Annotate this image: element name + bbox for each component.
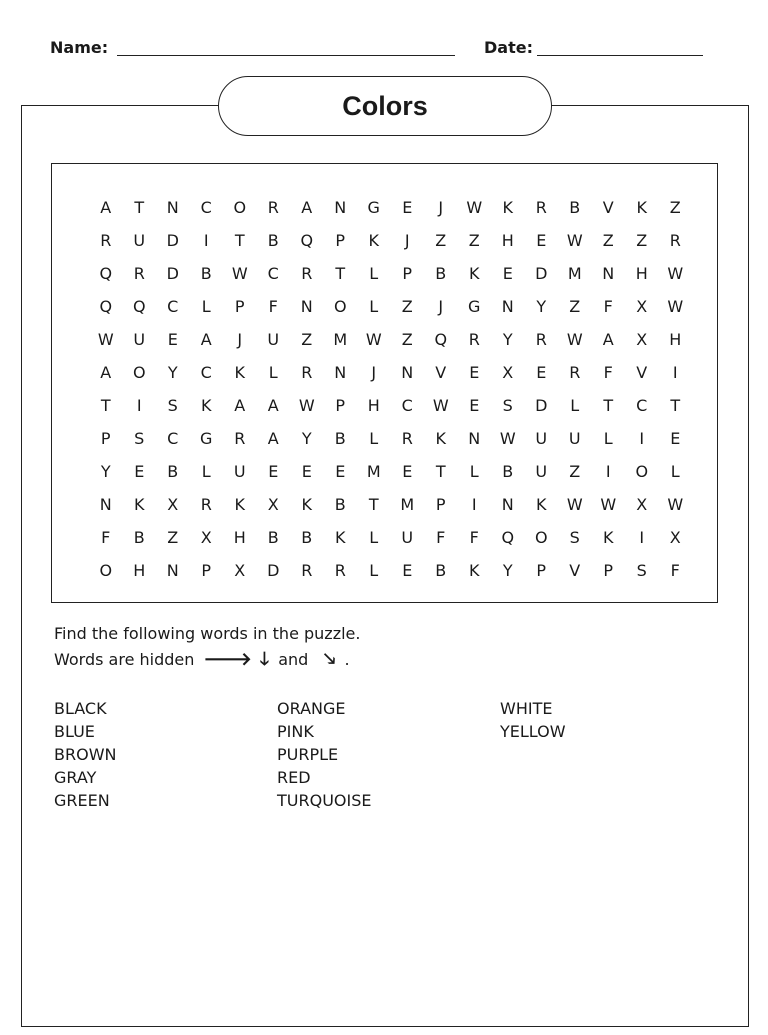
grid-cell[interactable]: Z xyxy=(468,231,480,250)
word-item: BLACK xyxy=(54,699,107,718)
grid-cell[interactable]: W xyxy=(466,198,483,217)
grid-cell[interactable]: C xyxy=(267,264,279,283)
grid-cell[interactable]: B xyxy=(200,264,212,283)
grid-cell[interactable]: R xyxy=(301,363,313,382)
grid-cell[interactable]: R xyxy=(100,231,112,250)
grid-cell[interactable]: Q xyxy=(501,528,515,547)
grid-cell[interactable]: E xyxy=(469,363,480,382)
grid-cell[interactable]: L xyxy=(369,429,379,448)
grid-cell[interactable]: A xyxy=(602,330,614,349)
grid-cell[interactable]: K xyxy=(469,561,480,580)
grid-row xyxy=(89,524,692,557)
grid-cell[interactable]: E xyxy=(402,561,413,580)
grid-cell[interactable]: U xyxy=(535,429,548,448)
grid-cell[interactable]: D xyxy=(267,561,280,580)
grid-cell[interactable]: I xyxy=(136,396,142,415)
grid-cell[interactable]: Z xyxy=(435,231,447,250)
grid-cell[interactable]: Q xyxy=(99,264,113,283)
grid-cell[interactable]: D xyxy=(166,231,179,250)
grid-cell[interactable]: R xyxy=(267,198,279,217)
grid-cell[interactable]: P xyxy=(536,561,547,580)
grid-cell[interactable]: X xyxy=(636,330,648,349)
grid-cell[interactable]: T xyxy=(234,231,245,250)
grid-cell[interactable]: R xyxy=(535,330,547,349)
grid-cell[interactable]: W xyxy=(566,231,583,250)
grid-cell[interactable]: S xyxy=(502,396,513,415)
grid-cell[interactable]: E xyxy=(402,198,413,217)
page-title: Colors xyxy=(218,76,552,136)
grid-row xyxy=(89,359,692,392)
grid-cell[interactable]: T xyxy=(368,495,379,514)
grid-cell[interactable]: U xyxy=(133,330,146,349)
grid-cell[interactable]: E xyxy=(670,429,681,448)
grid-cell[interactable]: Z xyxy=(602,231,614,250)
grid-cell[interactable]: F xyxy=(268,297,278,316)
date-label: Date: xyxy=(484,38,533,57)
grid-cell[interactable]: N xyxy=(501,495,514,514)
grid-cell[interactable]: U xyxy=(535,462,548,481)
grid-cell[interactable]: W xyxy=(499,429,516,448)
grid-cell[interactable]: V xyxy=(602,198,614,217)
grid-cell[interactable]: U xyxy=(568,429,581,448)
grid-cell[interactable]: R xyxy=(334,561,346,580)
grid-cell[interactable]: Q xyxy=(99,297,113,316)
grid-cell[interactable]: L xyxy=(201,462,211,481)
grid-cell[interactable]: N xyxy=(602,264,615,283)
grid-cell[interactable]: Q xyxy=(434,330,448,349)
grid-cell[interactable]: R xyxy=(535,198,547,217)
grid-cell[interactable]: T xyxy=(134,198,145,217)
grid-cell[interactable]: U xyxy=(401,528,414,547)
grid-cell[interactable]: C xyxy=(167,429,179,448)
grid-cell[interactable]: Z xyxy=(669,198,681,217)
grid-cell[interactable]: R xyxy=(301,264,313,283)
grid-cell[interactable]: H xyxy=(367,396,380,415)
grid-cell[interactable]: L xyxy=(369,264,379,283)
grid-cell[interactable]: K xyxy=(335,528,346,547)
grid-cell[interactable]: L xyxy=(570,396,580,415)
grid-cell[interactable]: F xyxy=(469,528,479,547)
grid-cell[interactable]: S xyxy=(134,429,145,448)
grid-cell[interactable]: F xyxy=(436,528,446,547)
word-item: TURQUOISE xyxy=(277,791,372,810)
grid-cell[interactable]: H xyxy=(233,528,246,547)
grid-row xyxy=(89,425,692,458)
grid-cell[interactable]: K xyxy=(636,198,647,217)
grid-cell[interactable]: X xyxy=(669,528,681,547)
grid-cell[interactable]: L xyxy=(369,297,379,316)
grid-cell[interactable]: H xyxy=(501,231,514,250)
grid-cell[interactable]: Z xyxy=(569,297,581,316)
grid-cell[interactable]: W xyxy=(97,330,114,349)
grid-cell[interactable]: N xyxy=(501,297,514,316)
grid-cell[interactable]: N xyxy=(99,495,112,514)
grid-cell[interactable]: J xyxy=(404,231,410,250)
grid-cell[interactable]: V xyxy=(435,363,447,382)
grid-cell[interactable]: C xyxy=(200,198,212,217)
grid-cell[interactable]: R xyxy=(200,495,212,514)
grid-cell[interactable]: P xyxy=(335,231,346,250)
grid-cell[interactable]: E xyxy=(335,462,346,481)
word-item: BROWN xyxy=(54,745,117,764)
instruction-line-1: Find the following words in the puzzle. xyxy=(54,624,361,643)
grid-cell[interactable]: Z xyxy=(301,330,313,349)
arrow-down-icon: 🡓 xyxy=(259,649,270,670)
grid-cell[interactable]: W xyxy=(566,495,583,514)
grid-cell[interactable]: B xyxy=(334,429,346,448)
instruction-period: . xyxy=(344,650,350,669)
grid-cell[interactable]: X xyxy=(167,495,179,514)
grid-cell[interactable]: X xyxy=(234,561,246,580)
grid-cell[interactable]: Q xyxy=(132,297,146,316)
grid-cell[interactable]: I xyxy=(203,231,209,250)
grid-cell[interactable]: W xyxy=(566,330,583,349)
grid-cell[interactable]: J xyxy=(237,330,243,349)
word-list-column-2 xyxy=(277,698,371,813)
grid-cell[interactable]: W xyxy=(667,264,684,283)
grid-cell[interactable]: K xyxy=(301,495,312,514)
grid-cell[interactable]: S xyxy=(636,561,647,580)
grid-cell[interactable]: S xyxy=(569,528,580,547)
grid-cell[interactable]: K xyxy=(469,264,480,283)
grid-cell[interactable]: A xyxy=(301,198,313,217)
grid-cell[interactable]: L xyxy=(603,429,613,448)
grid-cell[interactable]: H xyxy=(635,264,648,283)
grid-cell[interactable]: X xyxy=(502,363,514,382)
date-line[interactable] xyxy=(537,55,703,56)
grid-cell[interactable]: K xyxy=(234,363,245,382)
word-item: GREEN xyxy=(54,791,110,810)
grid-cell[interactable]: L xyxy=(469,462,479,481)
grid-cell[interactable]: C xyxy=(401,396,413,415)
grid-cell[interactable]: W xyxy=(667,495,684,514)
grid-cell[interactable]: W xyxy=(231,264,248,283)
grid-cell[interactable]: X xyxy=(267,495,279,514)
grid-cell[interactable]: T xyxy=(100,396,111,415)
grid-cell[interactable]: L xyxy=(369,528,379,547)
grid-cell[interactable]: W xyxy=(600,495,617,514)
grid-cell[interactable]: U xyxy=(267,330,280,349)
grid-cell[interactable]: E xyxy=(402,462,413,481)
grid-cell[interactable]: E xyxy=(268,462,279,481)
grid-cell[interactable]: B xyxy=(133,528,145,547)
grid-cell[interactable]: R xyxy=(133,264,145,283)
grid-cell[interactable]: O xyxy=(132,363,146,382)
word-item: GRAY xyxy=(54,768,97,787)
grid-cell[interactable]: G xyxy=(367,198,380,217)
word-list-column-3 xyxy=(500,698,566,744)
grid-cell[interactable]: Y xyxy=(502,330,513,349)
grid-cell[interactable]: I xyxy=(639,528,645,547)
grid-cell[interactable]: R xyxy=(401,429,413,448)
grid-cell[interactable]: L xyxy=(268,363,278,382)
grid-cell[interactable]: P xyxy=(335,396,346,415)
grid-cell[interactable]: I xyxy=(471,495,477,514)
grid-cell[interactable]: A xyxy=(267,396,279,415)
grid-cell[interactable]: P xyxy=(234,297,245,316)
word-list-column-1 xyxy=(54,698,116,813)
grid-cell[interactable]: C xyxy=(636,396,648,415)
instruction-prefix: Words are hidden xyxy=(54,650,195,669)
grid-row xyxy=(89,326,692,359)
grid-cell[interactable]: T xyxy=(435,462,446,481)
grid-cell[interactable]: K xyxy=(603,528,614,547)
grid-cell[interactable]: O xyxy=(635,462,649,481)
grid-cell[interactable]: B xyxy=(301,528,313,547)
grid-cell[interactable]: O xyxy=(99,561,113,580)
grid-cell[interactable]: N xyxy=(468,429,481,448)
grid-cell[interactable]: K xyxy=(435,429,446,448)
grid-cell[interactable]: C xyxy=(167,297,179,316)
grid-cell[interactable]: Y xyxy=(502,561,513,580)
grid-cell[interactable]: R xyxy=(468,330,480,349)
grid-cell[interactable]: J xyxy=(438,297,444,316)
puzzle-grid-box xyxy=(51,163,718,603)
grid-cell[interactable]: B xyxy=(267,231,279,250)
grid-cell[interactable]: F xyxy=(603,363,613,382)
grid-cell[interactable]: D xyxy=(166,264,179,283)
word-item: YELLOW xyxy=(500,722,566,741)
grid-cell[interactable]: E xyxy=(301,462,312,481)
name-label: Name: xyxy=(50,38,109,57)
grid-cell[interactable]: T xyxy=(335,264,346,283)
grid-cell[interactable]: R xyxy=(669,231,681,250)
word-item: PINK xyxy=(277,722,314,741)
letter-grid xyxy=(89,194,692,590)
grid-cell[interactable]: R xyxy=(234,429,246,448)
grid-cell[interactable]: K xyxy=(201,396,212,415)
grid-cell[interactable]: F xyxy=(101,528,111,547)
grid-cell[interactable]: A xyxy=(267,429,279,448)
grid-cell[interactable]: F xyxy=(603,297,613,316)
grid-cell[interactable]: E xyxy=(469,396,480,415)
name-line[interactable] xyxy=(117,55,455,56)
arrow-diagonal-icon: 🡖 xyxy=(323,649,336,670)
grid-cell[interactable]: E xyxy=(502,264,513,283)
grid-cell[interactable]: W xyxy=(365,330,382,349)
grid-cell[interactable]: R xyxy=(569,363,581,382)
grid-cell[interactable]: T xyxy=(603,396,614,415)
grid-cell[interactable]: M xyxy=(366,462,381,481)
grid-cell[interactable]: Z xyxy=(401,297,413,316)
grid-cell[interactable]: M xyxy=(400,495,415,514)
grid-cell[interactable]: W xyxy=(667,297,684,316)
grid-cell[interactable]: P xyxy=(435,495,446,514)
grid-cell[interactable]: Z xyxy=(569,462,581,481)
grid-cell[interactable]: O xyxy=(333,297,347,316)
grid-cell[interactable]: B xyxy=(267,528,279,547)
grid-row xyxy=(89,194,692,227)
grid-row xyxy=(89,392,692,425)
grid-cell[interactable]: Z xyxy=(167,528,179,547)
grid-row xyxy=(89,260,692,293)
grid-cell[interactable]: M xyxy=(567,264,582,283)
grid-cell[interactable]: U xyxy=(133,231,146,250)
grid-cell[interactable]: L xyxy=(369,561,379,580)
grid-row xyxy=(89,227,692,260)
grid-cell[interactable]: W xyxy=(298,396,315,415)
grid-cell[interactable]: Y xyxy=(167,363,178,382)
grid-cell[interactable]: O xyxy=(233,198,247,217)
grid-cell[interactable]: A xyxy=(200,330,212,349)
word-item: RED xyxy=(277,768,311,787)
grid-row xyxy=(89,557,692,590)
grid-cell[interactable]: K xyxy=(502,198,513,217)
grid-cell[interactable]: I xyxy=(672,363,678,382)
grid-cell[interactable]: H xyxy=(133,561,146,580)
grid-row xyxy=(89,491,692,524)
grid-cell[interactable]: Y xyxy=(301,429,312,448)
grid-cell[interactable]: I xyxy=(605,462,611,481)
grid-row xyxy=(89,458,692,491)
arrow-right-icon: 🡒 xyxy=(203,649,252,670)
word-item: PURPLE xyxy=(277,745,339,764)
grid-cell[interactable]: J xyxy=(371,363,377,382)
grid-cell[interactable]: P xyxy=(100,429,111,448)
grid-cell[interactable]: K xyxy=(134,495,145,514)
grid-cell[interactable]: G xyxy=(200,429,213,448)
grid-cell[interactable]: I xyxy=(639,429,645,448)
grid-cell[interactable]: B xyxy=(502,462,514,481)
grid-cell[interactable]: D xyxy=(535,396,548,415)
grid-cell[interactable]: X xyxy=(636,297,648,316)
grid-cell[interactable]: E xyxy=(536,231,547,250)
grid-cell[interactable]: N xyxy=(166,561,179,580)
grid-cell[interactable]: Z xyxy=(401,330,413,349)
grid-cell[interactable]: L xyxy=(670,462,680,481)
instruction-line-2 xyxy=(54,647,350,677)
instruction-and: and xyxy=(278,650,309,669)
grid-cell[interactable]: W xyxy=(432,396,449,415)
grid-cell[interactable]: V xyxy=(569,561,581,580)
grid-cell[interactable]: G xyxy=(468,297,481,316)
grid-cell[interactable]: Q xyxy=(300,231,314,250)
grid-cell[interactable]: F xyxy=(670,561,680,580)
word-item: BLUE xyxy=(54,722,95,741)
grid-cell[interactable]: L xyxy=(201,297,211,316)
grid-cell[interactable]: P xyxy=(402,264,413,283)
grid-cell[interactable]: B xyxy=(435,561,447,580)
grid-cell[interactable]: K xyxy=(234,495,245,514)
grid-cell[interactable]: S xyxy=(167,396,178,415)
grid-cell[interactable]: N xyxy=(166,198,179,217)
grid-cell[interactable]: K xyxy=(536,495,547,514)
grid-cell[interactable]: A xyxy=(234,396,246,415)
grid-cell[interactable]: Y xyxy=(536,297,547,316)
grid-cell[interactable]: N xyxy=(334,363,347,382)
word-item: ORANGE xyxy=(277,699,346,718)
grid-cell[interactable]: M xyxy=(333,330,348,349)
grid-cell[interactable]: P xyxy=(603,561,614,580)
grid-cell[interactable]: X xyxy=(636,495,648,514)
grid-cell[interactable]: P xyxy=(201,561,212,580)
grid-cell[interactable]: Z xyxy=(636,231,648,250)
grid-cell[interactable]: B xyxy=(167,462,179,481)
grid-cell[interactable]: A xyxy=(100,198,112,217)
grid-cell[interactable]: E xyxy=(536,363,547,382)
grid-cell[interactable]: J xyxy=(438,198,444,217)
grid-cell[interactable]: B xyxy=(569,198,581,217)
grid-cell[interactable]: C xyxy=(200,363,212,382)
grid-cell[interactable]: D xyxy=(535,264,548,283)
grid-cell[interactable]: A xyxy=(100,363,112,382)
grid-cell[interactable]: N xyxy=(334,198,347,217)
grid-cell[interactable]: N xyxy=(300,297,313,316)
grid-cell[interactable]: B xyxy=(435,264,447,283)
grid-cell[interactable]: Y xyxy=(100,462,111,481)
grid-cell[interactable]: X xyxy=(200,528,212,547)
grid-cell[interactable]: K xyxy=(368,231,379,250)
grid-cell[interactable]: V xyxy=(636,363,648,382)
word-item: WHITE xyxy=(500,699,553,718)
grid-cell[interactable]: T xyxy=(670,396,681,415)
grid-cell[interactable]: H xyxy=(669,330,682,349)
grid-cell[interactable]: U xyxy=(233,462,246,481)
grid-cell[interactable]: O xyxy=(534,528,548,547)
grid-row xyxy=(89,293,692,326)
grid-cell[interactable]: E xyxy=(134,462,145,481)
grid-cell[interactable]: R xyxy=(301,561,313,580)
grid-cell[interactable]: E xyxy=(167,330,178,349)
grid-cell[interactable]: N xyxy=(401,363,414,382)
grid-cell[interactable]: B xyxy=(334,495,346,514)
